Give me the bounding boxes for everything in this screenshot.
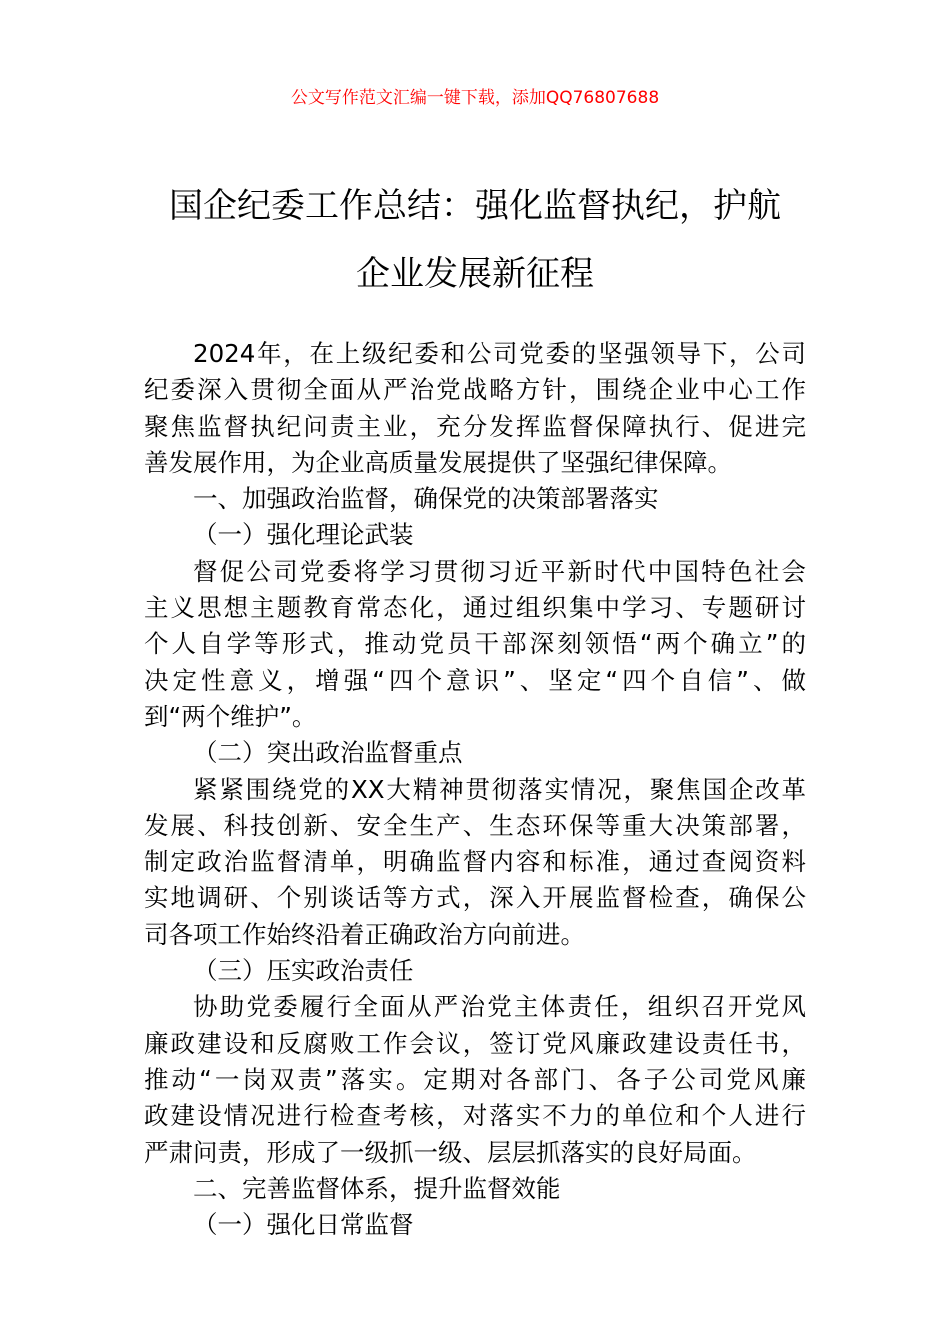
section-heading: 一、加强政治监督，确保党的决策部署落实 xyxy=(193,484,659,514)
section-heading: 二、完善监督体系，提升监督效能 xyxy=(193,1173,561,1203)
paragraph-line: 紧紧围绕党的XX大精神贯彻落实情况，聚焦国企改革 xyxy=(193,774,806,804)
section-heading: （一）强化理论武装 xyxy=(193,520,414,550)
paragraph-line: 纪委深入贯彻全面从严治党战略方针，围绕企业中心工作 xyxy=(144,375,806,405)
download-banner: 公文写作范文汇编一键下载，添加QQ76807688 xyxy=(290,88,660,108)
paragraph-line: 聚焦监督执纪问责主业，充分发挥监督保障执行、促进完 xyxy=(144,411,806,441)
section-heading: （三）压实政治责任 xyxy=(193,956,414,986)
paragraph-line: 到“两个维护”。 xyxy=(144,701,317,731)
title-line-2: 企业发展新征程 xyxy=(356,254,594,294)
paragraph-line: 主义思想主题教育常态化，通过组织集中学习、专题研讨 xyxy=(144,593,806,623)
paragraph-line: 司各项工作始终沿着正确政治方向前进。 xyxy=(144,919,585,949)
paragraph-line: 协助党委履行全面从严治党主体责任，组织召开党风 xyxy=(193,992,806,1022)
paragraph-line: 实地调研、个别谈话等方式，深入开展监督检查，确保公 xyxy=(144,883,806,913)
paragraph-line: 2024年，在上级纪委和公司党委的坚强领导下，公司 xyxy=(193,339,806,368)
document-title xyxy=(120,172,830,308)
section-heading: （二）突出政治监督重点 xyxy=(193,738,463,768)
paragraph-line: 善发展作用，为企业高质量发展提供了坚强纪律保障。 xyxy=(144,447,732,477)
paragraph-line: 发展、科技创新、安全生产、生态环保等重大决策部署， xyxy=(144,810,806,840)
paragraph-line: 制定政治监督清单，明确监督内容和标准，通过查阅资料 xyxy=(144,847,806,877)
paragraph-line: 督促公司党委将学习贯彻习近平新时代中国特色社会 xyxy=(193,556,806,586)
document-body xyxy=(144,336,806,1243)
title-line-1: 国企纪委工作总结：强化监督执纪，护航 xyxy=(169,186,781,226)
paragraph-line: 推动“一岗双责”落实。定期对各部门、各子公司党风廉 xyxy=(144,1064,806,1094)
paragraph-line: 政建设情况进行检查考核，对落实不力的单位和个人进行 xyxy=(144,1101,806,1131)
paragraph-line: 决定性意义，增强“四个意识”、坚定“四个自信”、做 xyxy=(144,665,806,695)
paragraph-line: 严肃问责，形成了一级抓一级、层层抓落实的良好局面。 xyxy=(144,1137,757,1167)
paragraph-line: 廉政建设和反腐败工作会议，签订党风廉政建设责任书， xyxy=(144,1028,806,1058)
section-heading: （一）强化日常监督 xyxy=(193,1210,414,1240)
paragraph-line: 个人自学等形式，推动党员干部深刻领悟“两个确立”的 xyxy=(144,629,806,659)
